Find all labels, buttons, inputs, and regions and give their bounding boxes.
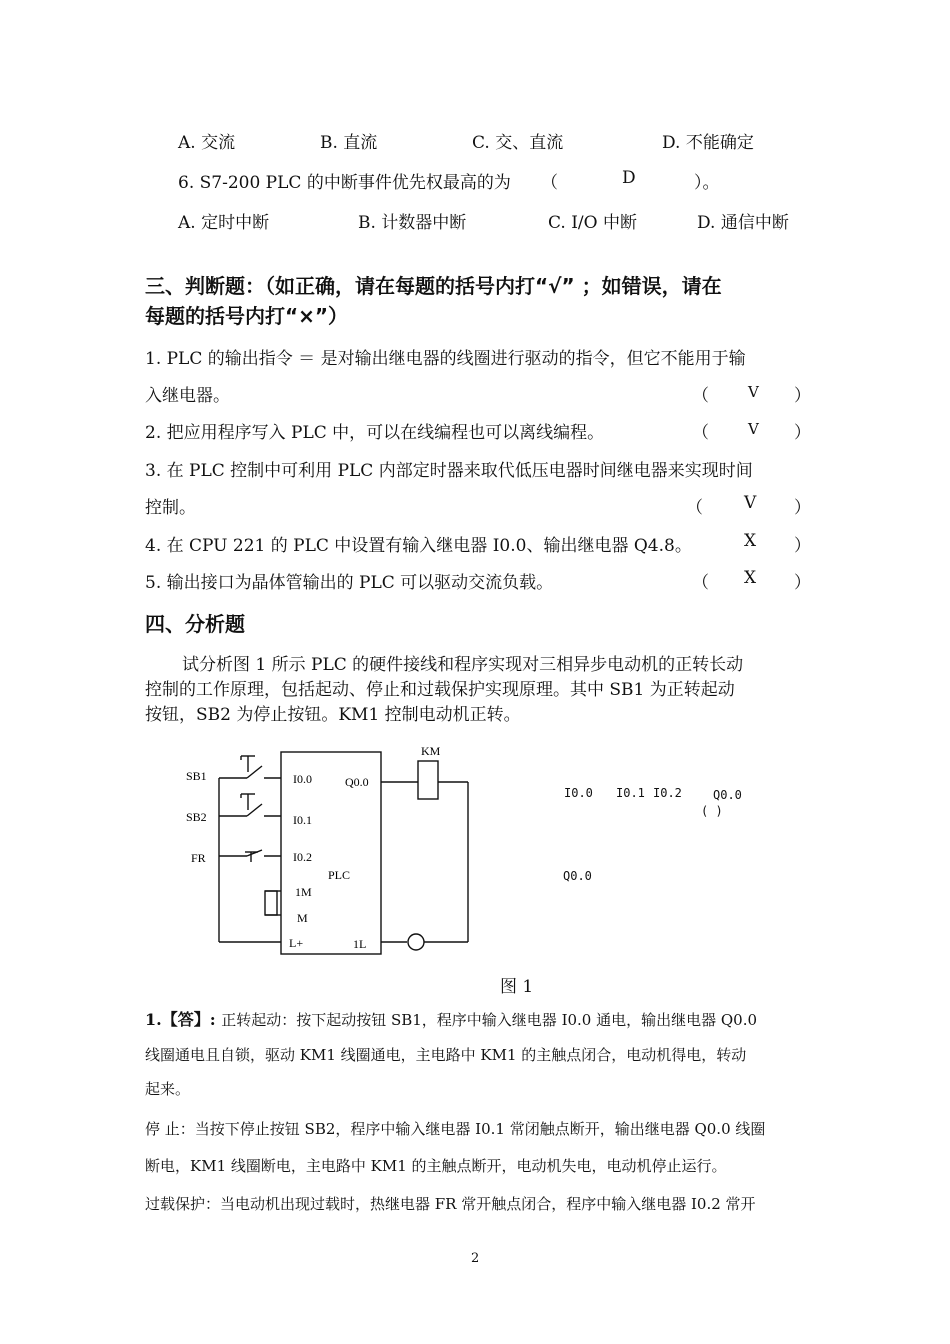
q6-paren-close: ）。 bbox=[694, 173, 720, 193]
label-fr: FR bbox=[191, 851, 206, 865]
ladder-i00: I0.0 bbox=[564, 786, 593, 800]
label-1l: 1L bbox=[353, 937, 367, 951]
q6-option-b: B. 计数器中断 bbox=[358, 213, 467, 233]
tf-q3-line2: 控制。 bbox=[145, 498, 196, 518]
section4-intro-line2: 控制的工作原理，包括起动、停止和过载保护实现原理。其中 SB1 为正转起动 bbox=[145, 680, 735, 700]
answer-line4: 停 止：当按下停止按钮 SB2，程序中输入继电器 I0.1 常闭触点断开，输出继电器 Q0.0 线圈 bbox=[145, 1120, 766, 1138]
tf-q4-paren-close: ） bbox=[794, 536, 811, 556]
label-km: KM bbox=[421, 744, 441, 758]
label-q00: Q0.0 bbox=[345, 775, 369, 789]
label-lplus: L+ bbox=[289, 936, 304, 950]
section3-heading-line2: 每题的括号内打“×”） bbox=[145, 304, 349, 328]
ac-source bbox=[408, 934, 424, 950]
dc-supply bbox=[265, 891, 277, 915]
q5-option-d: D. 不能确定 bbox=[662, 133, 754, 153]
label-plc: PLC bbox=[328, 868, 351, 882]
page-number: 2 bbox=[471, 1251, 480, 1266]
tf-q2-answer: V bbox=[748, 420, 759, 438]
tf-q1-paren-close: ） bbox=[794, 386, 811, 406]
tf-q1-line2: 入继电器。 bbox=[145, 386, 230, 406]
q6-question: 6. S7-200 PLC 的中断事件优先权最高的为 bbox=[178, 173, 511, 193]
tf-q2-paren-close: ） bbox=[794, 423, 811, 443]
label-i00: I0.0 bbox=[293, 772, 312, 786]
answer-line2: 线圈通电且自锁，驱动 KM1 线圈通电，主电路中 KM1 的主触点闭合，电动机得电，转动 bbox=[145, 1046, 747, 1064]
answer-line6: 过载保护：当电动机出现过载时，热继电器 FR 常开触点闭合，程序中输入继电器 I0.2 常开 bbox=[145, 1195, 756, 1213]
tf-q4: 4. 在 CPU 221 的 PLC 中设置有输入继电器 I0.0、输出继电器 Q4.8。 bbox=[145, 536, 692, 556]
km-coil bbox=[418, 761, 438, 799]
label-i02: I0.2 bbox=[293, 850, 312, 864]
tf-q1-answer: V bbox=[748, 383, 759, 401]
q6-option-c: C. I/O 中断 bbox=[548, 213, 637, 233]
section4-heading: 四、分析题 bbox=[145, 612, 245, 636]
sb2-contact bbox=[247, 804, 262, 816]
tf-q2: 2. 把应用程序写入 PLC 中，可以在线编程也可以离线编程。 bbox=[145, 423, 605, 443]
q6-answer: D bbox=[622, 168, 636, 188]
answer-line3: 起来。 bbox=[145, 1080, 191, 1098]
q5-option-c: C. 交、直流 bbox=[472, 133, 564, 153]
label-sb2: SB2 bbox=[186, 810, 207, 824]
tf-q1-paren-open: （ bbox=[692, 386, 709, 406]
figure-caption: 图 1 bbox=[500, 977, 534, 997]
ladder-q00-contact: Q0.0 bbox=[563, 869, 592, 883]
tf-q3-answer: V bbox=[744, 493, 757, 513]
q6-option-a: A. 定时中断 bbox=[178, 213, 270, 233]
label-sb1: SB1 bbox=[186, 769, 207, 783]
plc-wiring-diagram bbox=[0, 730, 950, 995]
section3-heading-line1: 三、判断题：（如正确，请在每题的括号内打“√” ；如错误，请在 bbox=[145, 274, 722, 298]
q5-option-b: B. 直流 bbox=[320, 133, 378, 153]
section4-intro-line1: 试分析图 1 所示 PLC 的硬件接线和程序实现对三相异步电动机的正转长动 bbox=[182, 655, 744, 675]
tf-q3-paren-close: ） bbox=[794, 498, 811, 518]
tf-q5-answer: X bbox=[744, 568, 757, 588]
tf-q3-paren-open: （ bbox=[686, 498, 703, 518]
ladder-coil-symbol: ( ) bbox=[701, 804, 723, 818]
answer-line5: 断电，KM1 线圈断电，主电路中 KM1 的主触点断开，电动机失电，电动机停止运行。 bbox=[145, 1157, 727, 1175]
tf-q1-line1: 1. PLC 的输出指令 ＝ 是对输出继电器的线圈进行驱动的指令，但它不能用于输 bbox=[145, 349, 746, 369]
answer-label: 1.【答】: bbox=[145, 1010, 222, 1029]
tf-q5-paren-close: ） bbox=[794, 573, 811, 593]
section4-intro-line3: 按钮，SB2 为停止按钮。KM1 控制电动机正转。 bbox=[145, 705, 521, 725]
ladder-q00-coil: Q0.0 bbox=[713, 788, 742, 802]
label-1m: 1M bbox=[295, 885, 312, 899]
answer-line1 bbox=[145, 1007, 757, 1030]
q6-option-d: D. 通信中断 bbox=[697, 213, 789, 233]
sb1-contact bbox=[247, 766, 262, 778]
label-i01: I0.1 bbox=[293, 813, 312, 827]
q6-paren-open: （ bbox=[541, 173, 558, 193]
answer-line1-text: 正转起动：按下起动按钮 SB1，程序中输入继电器 I0.0 通电，输出继电器 Q0.0 bbox=[221, 1011, 758, 1029]
ladder-i02: I0.2 bbox=[653, 786, 682, 800]
q5-option-a: A. 交流 bbox=[178, 133, 236, 153]
tf-q2-paren-open: （ bbox=[692, 423, 709, 443]
tf-q3-line1: 3. 在 PLC 控制中可利用 PLC 内部定时器来取代低压电器时间继电器来实现时间 bbox=[145, 461, 753, 481]
tf-q5-paren-open: （ bbox=[692, 573, 709, 593]
ladder-i01: I0.1 bbox=[616, 786, 645, 800]
tf-q4-answer: X bbox=[744, 531, 757, 551]
label-m: M bbox=[297, 911, 308, 925]
tf-q5: 5. 输出接口为晶体管输出的 PLC 可以驱动交流负载。 bbox=[145, 573, 554, 593]
fr-contact bbox=[247, 850, 262, 856]
